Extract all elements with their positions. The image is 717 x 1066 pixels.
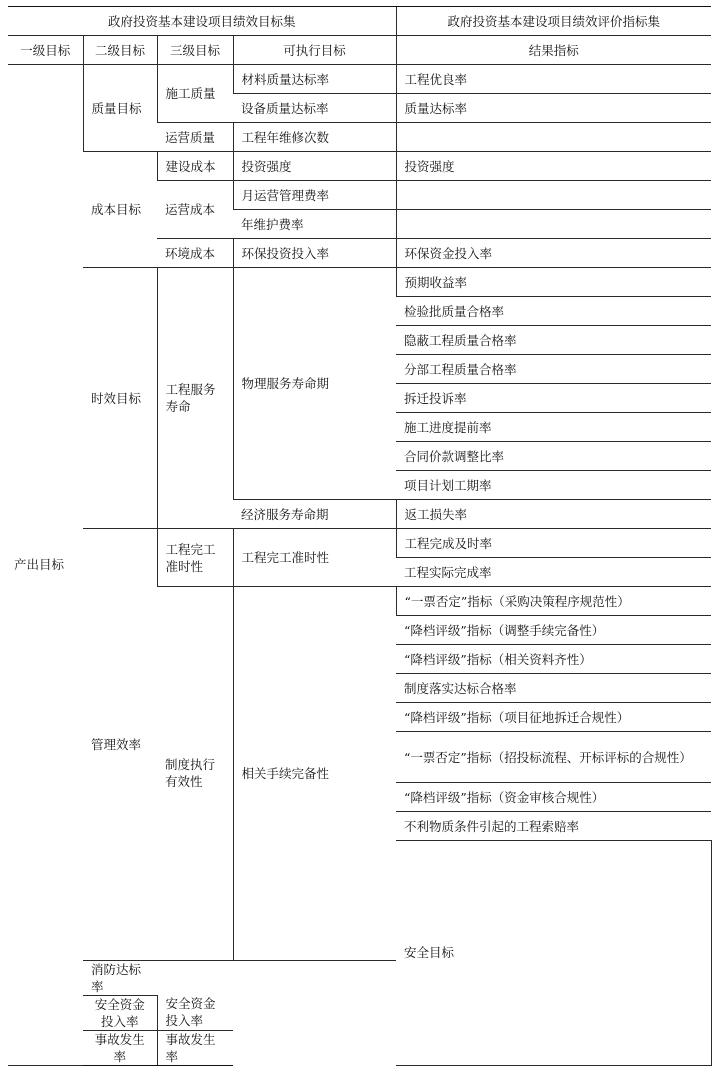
result-item: 隐蔽工程质量合格率	[396, 326, 711, 355]
performance-indicator-table	[8, 6, 711, 1066]
exec-completion-ontime: 工程完工准时性	[233, 529, 396, 587]
level2-timeliness: 时效目标	[83, 268, 157, 529]
result-item: 预期收益率	[396, 268, 711, 297]
exec-economic-life: 经济服务寿命期	[233, 500, 396, 529]
indicator-set-title: 政府投资基本建设项目绩效评价指标集	[396, 7, 711, 36]
result-item: 合同价款调整比率	[396, 442, 711, 471]
result-empty	[396, 181, 711, 210]
level2-safety: 安全目标	[396, 841, 711, 1066]
result-item: “降档评级”指标（相关资料齐性）	[396, 645, 711, 674]
result-item: “降档评级”指标（调整手续完备性）	[396, 616, 711, 645]
exec-env-investment: 环保投资投入率	[233, 239, 396, 268]
exec-procedure-completeness: 相关手续完备性	[233, 587, 396, 961]
level3-env-cost: 环境成本	[157, 239, 233, 268]
table-row	[8, 65, 711, 94]
result-excellent-rate: 工程优良率	[396, 65, 711, 94]
result-item: “降档评级”指标（资金审核合规性）	[396, 783, 711, 812]
exec-annual-maintenance: 年维护费率	[233, 210, 396, 239]
result-env-funding: 环保资金投入率	[396, 239, 711, 268]
exec-accident-rate: 事故发生率	[83, 1030, 157, 1065]
level3-system-execution: 制度执行有效性	[157, 587, 233, 961]
result-item: “降档评级”指标（项目征地拆迁合规性）	[396, 703, 711, 732]
result-empty	[396, 210, 711, 239]
result-accident-rate: 事故发生率	[157, 1030, 233, 1065]
exec-equipment-quality: 设备质量达标率	[233, 94, 396, 123]
level3-construction-quality: 施工质量	[157, 65, 233, 123]
goal-set-title: 政府投资基本建设项目绩效目标集	[8, 7, 396, 36]
exec-monthly-fee: 月运营管理费率	[233, 181, 396, 210]
result-item: 不利物质条件引起的工程索赔率	[396, 812, 711, 841]
header-level3: 三级目标	[157, 36, 233, 65]
result-item: 制度落实达标合格率	[396, 674, 711, 703]
result-item: “一票否定”指标（采购决策程序规范性）	[396, 587, 711, 616]
level3-build-cost: 建设成本	[157, 152, 233, 181]
table-row	[8, 268, 711, 297]
result-item: 工程实际完成率	[396, 558, 711, 587]
result-investment-intensity: 投资强度	[396, 152, 711, 181]
result-item: 施工进度提前率	[396, 413, 711, 442]
result-item: 拆迁投诉率	[396, 384, 711, 413]
result-empty	[396, 123, 711, 152]
exec-investment-intensity: 投资强度	[233, 152, 396, 181]
result-item: 消防达标率	[83, 960, 157, 995]
exec-physical-life: 物理服务寿命期	[233, 268, 396, 500]
level2-quality: 质量目标	[83, 65, 157, 152]
level3-operation-cost: 运营成本	[157, 181, 233, 239]
column-header-row	[8, 36, 711, 65]
result-item: 项目计划工期率	[396, 471, 711, 500]
result-item: 检验批质量合格率	[396, 297, 711, 326]
header-level1: 一级目标	[8, 36, 83, 65]
level3-completion-ontime: 工程完工准时性	[157, 529, 233, 587]
table-row	[8, 529, 711, 558]
level3-operation-quality: 运营质量	[157, 123, 233, 152]
exec-material-quality: 材料质量达标率	[233, 65, 396, 94]
result-quality-rate: 质量达标率	[396, 94, 711, 123]
level1-output-goal: 产出目标	[8, 65, 83, 1066]
header-executable: 可执行目标	[233, 36, 396, 65]
table-row	[8, 152, 711, 181]
header-level2: 二级目标	[83, 36, 157, 65]
header-result: 结果指标	[396, 36, 711, 65]
exec-annual-repairs: 工程年维修次数	[233, 123, 396, 152]
result-safety-funding: 安全资金投入率	[157, 995, 233, 1030]
result-rework-loss: 返工损失率	[396, 500, 711, 529]
level3-service-life: 工程服务寿命	[157, 268, 233, 529]
level2-management: 管理效率	[83, 529, 157, 961]
result-item: “一票否定”指标（招投标流程、开标评标的合规性）	[396, 732, 711, 783]
result-item: 分部工程质量合格率	[396, 355, 711, 384]
table-title-row	[8, 7, 711, 36]
level2-cost: 成本目标	[83, 152, 157, 268]
result-item: 工程完成及时率	[396, 529, 711, 558]
exec-safety-investment: 安全资金投入率	[83, 995, 157, 1030]
